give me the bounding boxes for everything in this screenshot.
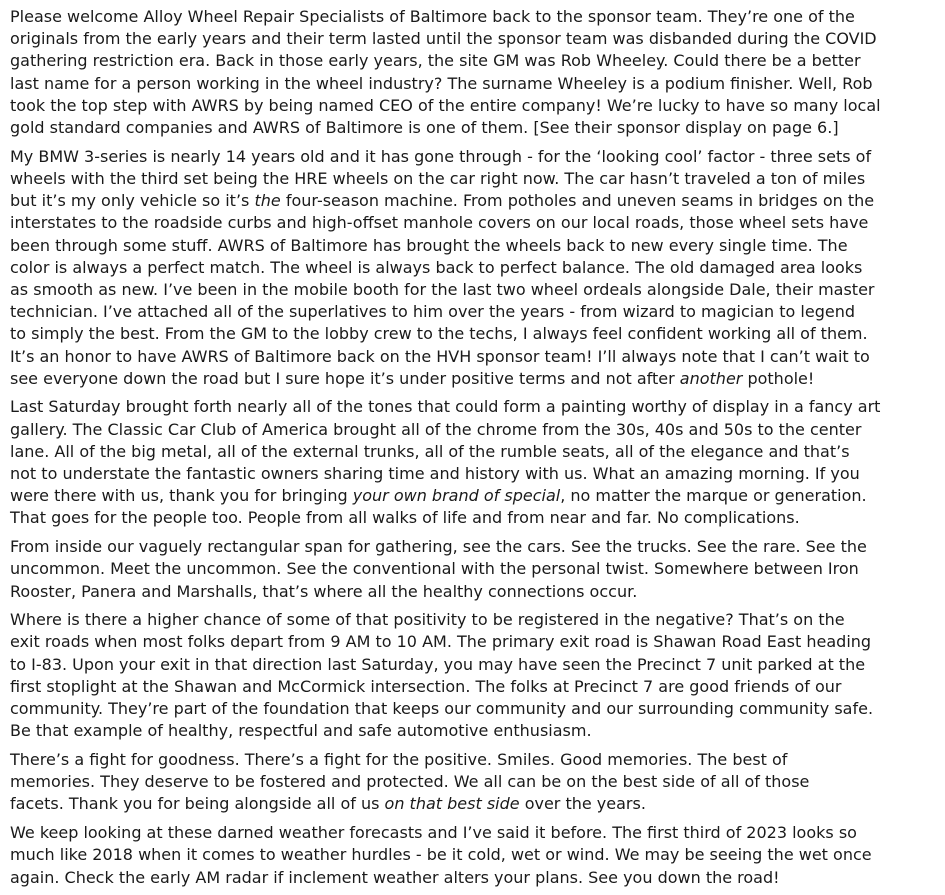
text-run: gallery. The Classic Car Club of America brought all of the chrome from the 30s, 40s and 50s to the center bbox=[10, 419, 862, 439]
italic-text-run: another bbox=[679, 368, 743, 388]
text-line bbox=[10, 536, 940, 558]
text-line bbox=[10, 190, 940, 212]
text-run: , no matter the marque or generation. bbox=[560, 486, 867, 506]
text-run: Rooster, Panera and Marshalls, that’s where all the healthy connections occur. bbox=[10, 581, 638, 601]
text-line bbox=[10, 146, 940, 168]
text-run: originals from the early years and their term lasted until the sponsor team was disbanded during the COVID bbox=[10, 29, 877, 49]
paragraph-6 bbox=[10, 749, 940, 816]
text-line bbox=[10, 654, 940, 676]
text-run: to I-83. Upon your exit in that direction last Saturday, you may have seen the Precinct 7 unit parked at the bbox=[10, 654, 866, 674]
text-line bbox=[10, 212, 940, 234]
text-line bbox=[10, 867, 940, 889]
text-line bbox=[10, 168, 940, 190]
text-run: interstates to the roadside curbs and high-offset manhole covers on our local roads, those wheel sets have bbox=[10, 213, 869, 233]
text-line bbox=[10, 463, 940, 485]
text-run: first stoplight at the Shawan and McCormick intersection. The folks at Precinct 7 are good friends of our bbox=[10, 676, 842, 696]
text-line bbox=[10, 581, 940, 603]
text-run: much like 2018 when it comes to weather hurdles - be it cold, wet or wind. We may be seeing the wet once bbox=[10, 845, 872, 865]
text-line bbox=[10, 368, 940, 390]
text-run: pothole! bbox=[742, 368, 815, 388]
paragraph-5 bbox=[10, 609, 940, 742]
text-run: Where is there a higher chance of some of that positivity to be registered in the negative? That’s on the bbox=[10, 610, 845, 630]
text-line bbox=[10, 793, 940, 815]
text-run: Please welcome Alloy Wheel Repair Specialists of Baltimore back to the sponsor team. They’re one of the bbox=[10, 7, 855, 26]
text-line bbox=[10, 73, 940, 95]
text-run: as smooth as new. I’ve been in the mobile booth for the last two wheel ordeals alongside Dale, their master bbox=[10, 279, 875, 299]
text-run: exit roads when most folks depart from 9 AM to 10 AM. The primary exit road is Shawan Road East heading bbox=[10, 632, 872, 652]
text-run: gathering restriction era. Back in those early years, the site GM was Rob Wheeley. Could there be a better bbox=[10, 51, 861, 71]
text-line bbox=[10, 822, 940, 844]
text-line bbox=[10, 257, 940, 279]
newsletter-column bbox=[10, 6, 940, 895]
text-line bbox=[10, 844, 940, 866]
italic-text-run: the bbox=[254, 191, 281, 211]
text-line bbox=[10, 117, 940, 139]
text-run: uncommon. Meet the uncommon. See the conventional with the personal twist. Somewhere between Iron bbox=[10, 559, 859, 579]
text-run: color is always a perfect match. The wheel is always back to perfect balance. The old damaged area looks bbox=[10, 257, 863, 277]
text-run: were there with us, thank you for bringing bbox=[10, 486, 353, 506]
text-run: We keep looking at these darned weather forecasts and I’ve said it before. The first third of 2023 looks so bbox=[10, 823, 857, 843]
paragraph-7 bbox=[10, 822, 940, 889]
text-run: to simply the best. From the GM to the lobby crew to the techs, I always feel confident working all of them. bbox=[10, 324, 868, 344]
paragraph-2 bbox=[10, 146, 940, 390]
text-line bbox=[10, 749, 940, 771]
text-line bbox=[10, 396, 940, 418]
text-run: technician. I’ve attached all of the superlatives to him over the years - from wizard to magician to legend bbox=[10, 302, 856, 322]
text-run: four-season machine. From potholes and uneven seams in bridges on the bbox=[280, 191, 875, 211]
text-line bbox=[10, 485, 940, 507]
text-run: lane. All of the big metal, all of the external trunks, all of the rumble seats, all of the elegance and that’s bbox=[10, 441, 850, 461]
text-run: last name for a person working in the wheel industry? The surname Wheeley is a podium finisher. Well, Rob bbox=[10, 73, 873, 93]
text-line bbox=[10, 698, 940, 720]
text-line bbox=[10, 28, 940, 50]
italic-text-run: your own brand of special bbox=[352, 486, 561, 506]
paragraph-3 bbox=[10, 396, 940, 529]
text-run: again. Check the early AM radar if inclement weather alters your plans. See you down the road! bbox=[10, 867, 780, 887]
text-line bbox=[10, 676, 940, 698]
text-run: been through some stuff. AWRS of Baltimore has brought the wheels back to new every single time. The bbox=[10, 235, 848, 255]
text-run: over the years. bbox=[519, 794, 646, 814]
text-line bbox=[10, 301, 940, 323]
text-run: wheels with the third set being the HRE wheels on the car right now. The car hasn’t traveled a ton of miles bbox=[10, 168, 866, 188]
text-line bbox=[10, 720, 940, 742]
text-run: Last Saturday brought forth nearly all of the tones that could form a painting worthy of display in a fancy art bbox=[10, 397, 881, 417]
text-run: memories. They deserve to be fostered and protected. We all can be on the best side of all of those bbox=[10, 772, 810, 792]
text-line bbox=[10, 507, 940, 529]
text-run: but it’s my only vehicle so it’s bbox=[10, 191, 255, 211]
text-line bbox=[10, 6, 940, 28]
text-line bbox=[10, 346, 940, 368]
paragraph-1 bbox=[10, 6, 940, 139]
text-line bbox=[10, 50, 940, 72]
text-line bbox=[10, 441, 940, 463]
text-line bbox=[10, 771, 940, 793]
text-line bbox=[10, 419, 940, 441]
text-line bbox=[10, 279, 940, 301]
text-run: Be that example of healthy, respectful and safe automotive enthusiasm. bbox=[10, 721, 592, 741]
text-line bbox=[10, 323, 940, 345]
text-run: There’s a fight for goodness. There’s a fight for the positive. Smiles. Good memories. The best of bbox=[10, 750, 788, 769]
paragraph-4 bbox=[10, 536, 940, 603]
text-run: gold standard companies and AWRS of Baltimore is one of them. [See their sponsor display on page 6.] bbox=[10, 118, 839, 138]
text-line bbox=[10, 631, 940, 653]
italic-text-run: on that best side bbox=[384, 794, 520, 814]
text-line bbox=[10, 609, 940, 631]
text-run: It’s an honor to have AWRS of Baltimore back on the HVH sponsor team! I’ll always note that I can’t wait to bbox=[10, 346, 870, 366]
text-line bbox=[10, 558, 940, 580]
text-run: facets. Thank you for being alongside all of us bbox=[10, 794, 385, 814]
text-line bbox=[10, 235, 940, 257]
text-run: From inside our vaguely rectangular span for gathering, see the cars. See the trucks. See the rare. See the bbox=[10, 537, 867, 557]
text-run: see everyone down the road but I sure hope it’s under positive terms and not after bbox=[10, 368, 680, 388]
text-run: community. They’re part of the foundation that keeps our community and our surrounding community safe. bbox=[10, 699, 874, 719]
text-line bbox=[10, 95, 940, 117]
text-run: That goes for the people too. People from all walks of life and from near and far. No complications. bbox=[10, 508, 800, 528]
text-run: My BMW 3-series is nearly 14 years old and it has gone through - for the ‘looking cool’ factor - three sets of bbox=[10, 146, 872, 166]
text-run: not to understate the fantastic owners sharing time and history with us. What an amazing morning. If you bbox=[10, 464, 860, 484]
text-run: took the top step with AWRS by being named CEO of the entire company! We’re lucky to have so many local bbox=[10, 95, 881, 115]
